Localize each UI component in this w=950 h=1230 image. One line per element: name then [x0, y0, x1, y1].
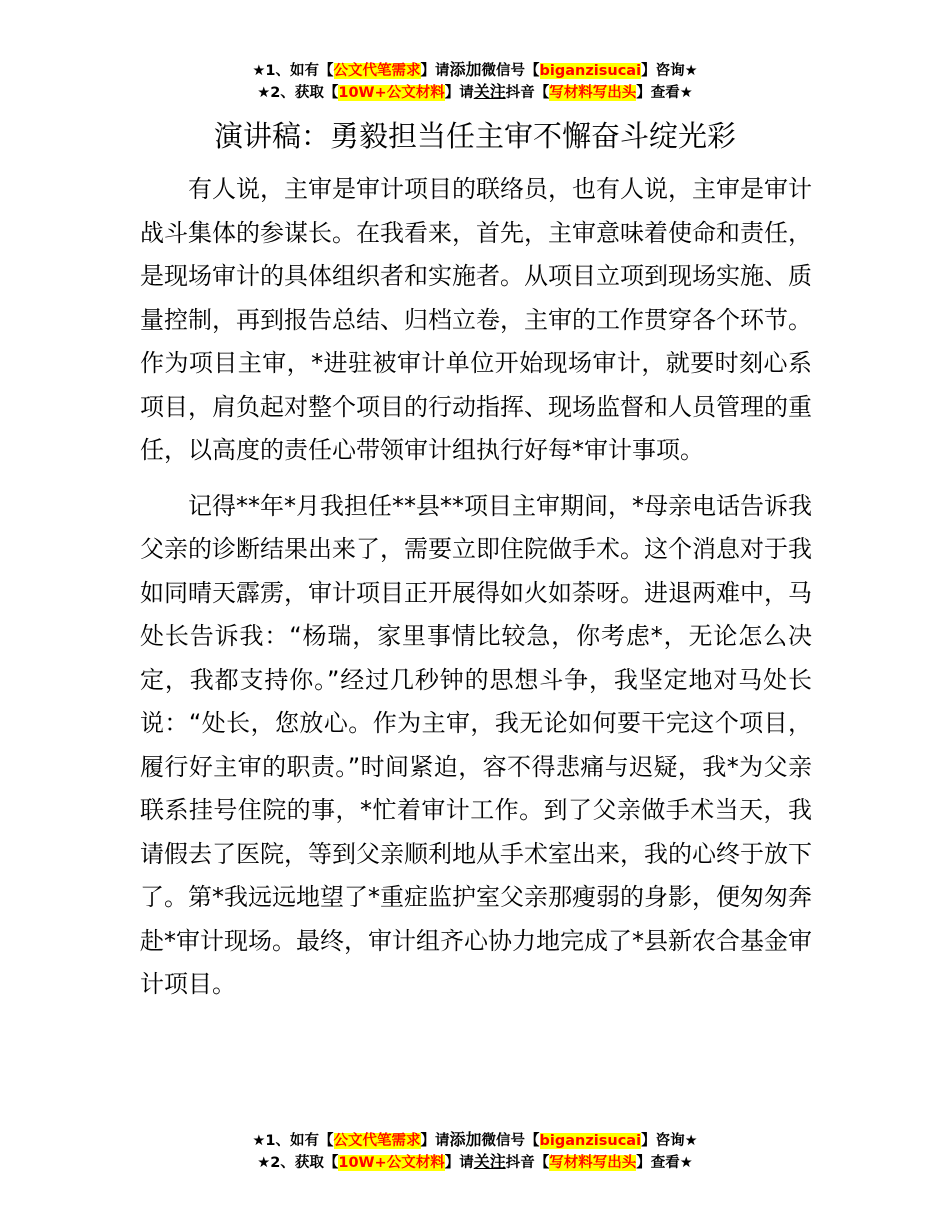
highlight-wechat-id: biganzisucai: [539, 63, 642, 79]
footer-highlight-douyin-account: 写材料写出头: [549, 1155, 637, 1171]
header-banner: [0, 59, 950, 103]
footer-banner: [0, 1129, 950, 1173]
document-title: 演讲稿：勇毅担当任主审不懈奋斗绽光彩: [213, 119, 736, 153]
banner-line-2: ★2、获取【10W+公文材料】请关注抖音【写材料写出头】查看★: [257, 82, 693, 101]
document-body: [140, 168, 812, 1019]
banner-line-1: ★1、如有【公文代笔需求】请添加微信号【biganzisucai】咨询★: [252, 60, 698, 79]
footer-highlight-materials: 10W+公文材料: [338, 1155, 445, 1171]
footer-highlight-ghostwriting: 公文代笔需求: [333, 1133, 421, 1149]
paragraph-1: 有人说，主审是审计项目的联络员，也有人说，主审是审计战斗集体的参谋长。在我看来，首先，主审意味着使命和责任，是现场审计的具体组织者和实施者。从项目立项到现场实施、质量控制，再到报告总结、归档立卷，主审的工作贯穿各个环节。作为项目主审，*进驻被审计单位开始现场审计，就要时刻心系项目，肩负起对整个项目的行动指挥、现场监督和人员管理的重任，以高度的责任心带领审计组执行好每*审计事项。: [140, 175, 812, 464]
paragraph-2: 记得**年*月我担任**县**项目主审期间，*母亲电话告诉我父亲的诊断结果出来了，需要立即住院做手术。这个消息对于我如同晴天霹雳，审计项目正开展得如火如荼呀。进退两难中，马处长告诉我：“杨瑞，家里事情比较急，你考虑*，无论怎么决定，我都支持你。”经过几秒钟的思想斗争，我坚定地对马处长说：“处长，您放心。作为主审，我无论如何要干完这个项目，履行好主审的职责。”时间紧迫，容不得悲痛与迟疑，我*为父亲联系挂号住院的事，*忙着审计工作。到了父亲做手术当天，我请假去了医院，等到父亲顺利地从手术室出来，我的心终于放下了。第*我远远地望了*重症监护室父亲那瘦弱的身影，便匆匆奔赴*审计现场。最终，审计组齐心协力地完成了*县新农合基金审计项目。: [140, 491, 812, 998]
footer-highlight-wechat-id: biganzisucai: [539, 1133, 642, 1149]
highlight-ghostwriting: 公文代笔需求: [333, 63, 421, 79]
footer-banner-line-2: ★2、获取【10W+公文材料】请关注抖音【写材料写出头】查看★: [257, 1152, 693, 1171]
highlight-materials: 10W+公文材料: [338, 85, 445, 101]
footer-banner-line-1: ★1、如有【公文代笔需求】请添加微信号【biganzisucai】咨询★: [252, 1130, 698, 1149]
highlight-douyin-account: 写材料写出头: [549, 85, 637, 101]
